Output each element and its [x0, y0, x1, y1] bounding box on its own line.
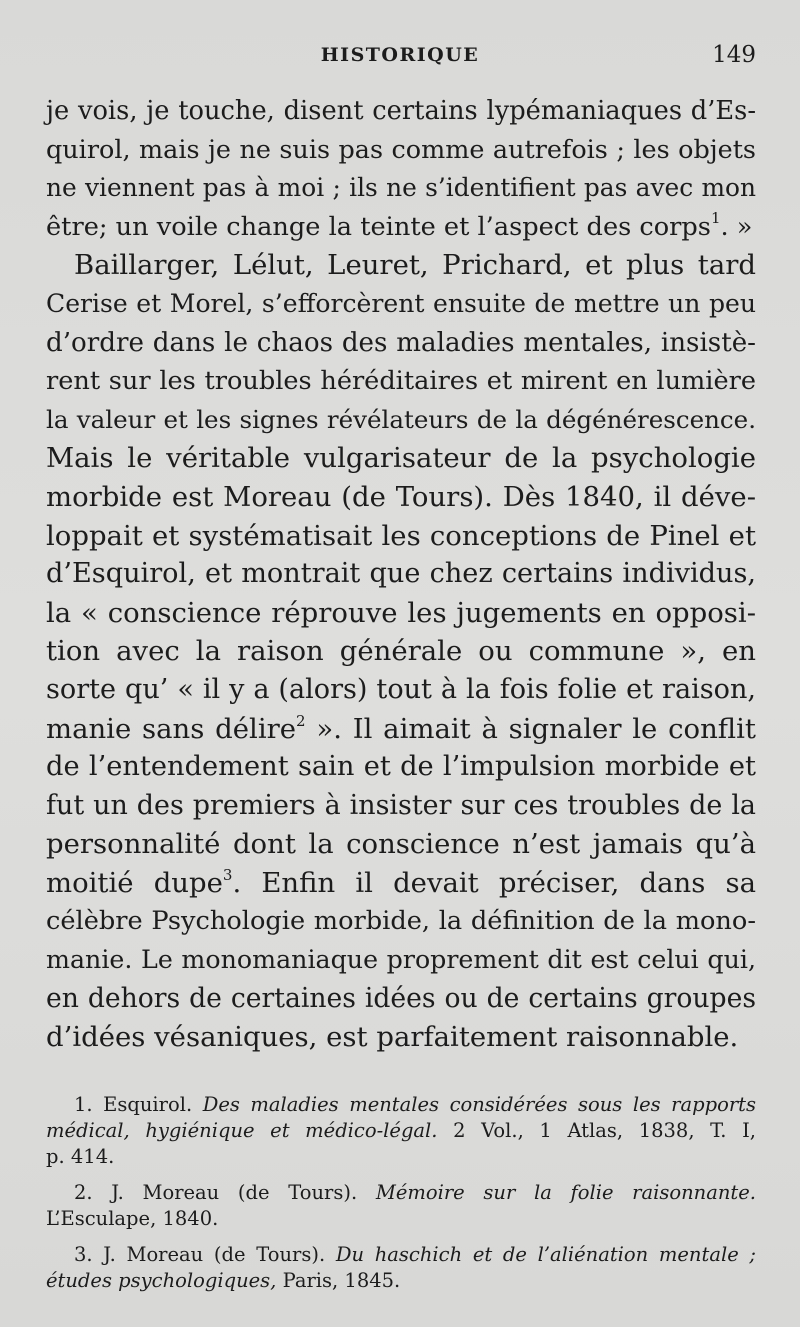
text-line: morbide est Moreau (de Tours). Dès 1840, il déve- [46, 480, 756, 513]
text-line: moitié dupe$^3$. Enfin il devait préciser, dans sa [46, 865, 756, 899]
text-line: tion avec la raison générale ou commune », en [46, 635, 756, 668]
page-number: 149 [712, 42, 756, 68]
text-line: de l’entendement sain et de l’impulsion morbide et [46, 751, 756, 783]
footnote-ref: 3 [222, 865, 233, 884]
page-header [44, 40, 756, 72]
text-line: fut un des premiers à insister sur ces troubles de la [46, 789, 756, 821]
text-line: Baillarger, Lélut, Leuret, Prichard, et plus tard [74, 249, 756, 282]
text-line: d’idées vésaniques, est parfaitement raisonnable. [46, 1021, 739, 1054]
footnote-line: études psychologiques, Paris, 1845. [46, 1269, 401, 1292]
footnotes [46, 1092, 756, 1304]
text-line: la valeur et les signes révélateurs de la dégénérescence. [46, 404, 756, 434]
text-line: célèbre Psychologie morbide, la définition de la mono- [46, 906, 756, 937]
footnote-2 [46, 1180, 756, 1232]
text-line: en dehors de certaines idées ou de certains groupes [46, 982, 756, 1014]
footnote-line: 1. Esquirol. Des maladies mentales considérées sous les rapports [74, 1093, 756, 1116]
text-line: Cerise et Morel, s’efforcèrent ensuite de mettre un peu [46, 288, 756, 318]
text-line: loppait et systématisait les conceptions de Pinel et [46, 519, 756, 552]
text-line: manie sans délire$^2$ ». Il aimait à signaler le conflit [46, 711, 756, 745]
text-line: être; un voile change la teinte et l’aspect des corps$^1$. » [46, 208, 753, 242]
footnote-ref: 1 [710, 208, 721, 227]
footnote-line: médical, hygiénique et médico-légal. 2 Vol., 1 Atlas, 1838, T. I, [46, 1119, 756, 1142]
text-line: rent sur les troubles héréditaires et mirent en lumière [46, 366, 756, 397]
running-head: HISTORIQUE [320, 44, 480, 66]
text-line: d’ordre dans le chaos des maladies mentales, insistè- [46, 327, 756, 358]
footnote-line: 2. J. Moreau (de Tours). Mémoire sur la folie raisonnante. [74, 1181, 756, 1204]
text-line: personnalité dont la conscience n’est jamais qu’à [46, 828, 756, 861]
footnote-1 [46, 1092, 756, 1170]
body-text [46, 92, 756, 1057]
footnote-line: p. 414. [46, 1145, 115, 1168]
text-line: quirol, mais je ne suis pas comme autrefois ; les objets [46, 134, 756, 165]
footnote-ref: 2 [296, 711, 306, 730]
footnote-line: 3. J. Moreau (de Tours). Du haschich et de l’aliénation mentale ; [74, 1243, 756, 1266]
footnote-3 [46, 1242, 756, 1294]
text-line: je vois, je touche, disent certains lypémaniaques d’Es- [46, 96, 756, 126]
text-line: la « conscience réprouve les jugements en opposi- [46, 596, 756, 629]
footnote-line: L’Esculape, 1840. [46, 1207, 219, 1230]
text-line: Mais le véritable vulgarisateur de la psychologie [46, 442, 756, 475]
text-line: manie. Le monomaniaque proprement dit est celui qui, [46, 945, 756, 975]
text-line: sorte qu’ « il y a (alors) tout à la fois folie et raison, [46, 673, 756, 705]
text-line: d’Esquirol, et montrait que chez certains individus, [46, 558, 756, 590]
text-line: ne viennent pas à moi ; ils ne s’identifient pas avec mon [46, 173, 756, 203]
